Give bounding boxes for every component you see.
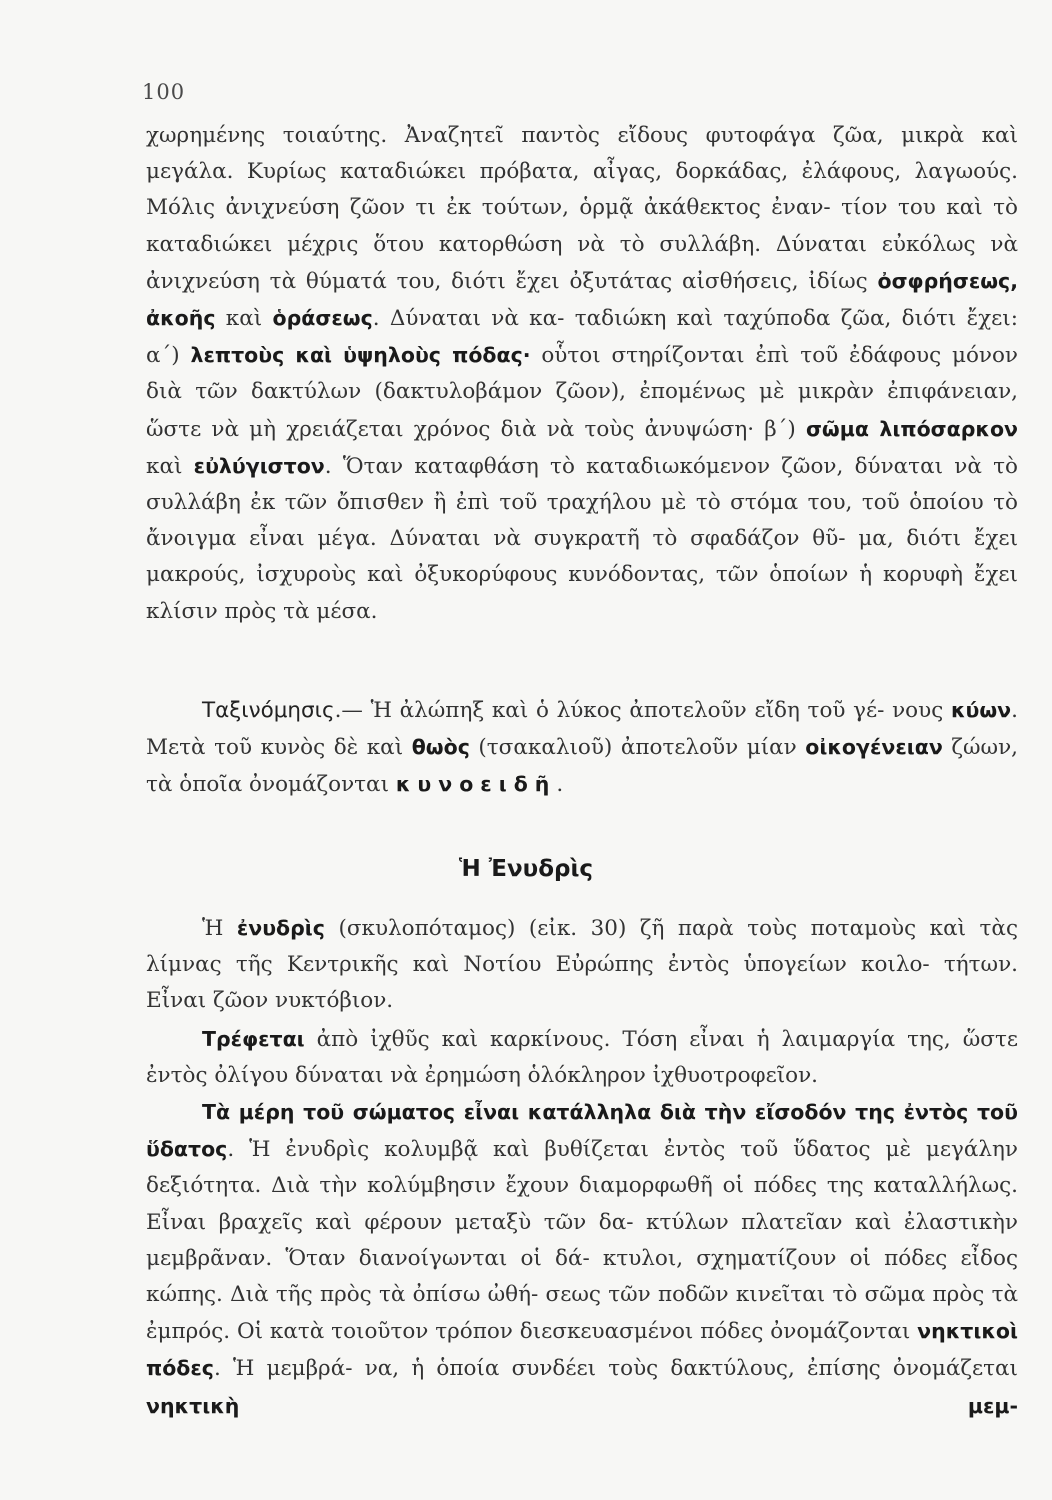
paragraph-otter-body [146,1094,1018,1425]
text-run: μα, διότι ἔχει μακρούς, ἰσχυροὺς καὶ ὀξυκορύφους κυνόδοντας, τῶν [146,526,1018,588]
text-run: χρειάζεται χρόνος διὰ νὰ τοὺς ἀνυψώση· β΄) [286,416,806,442]
paragraph-otter-habitat [146,910,1018,1020]
text-run: (τσακαλιοῦ) ἀποτελοῦν μίαν [469,735,806,761]
text-run: (δακτυλοβάμον ζῶον), ἐπομένως μὲ μικρὰν ἐπιφάνειαν, ὥστε νὰ μὴ [146,379,1018,442]
text-run: . Ὅταν καταφθάση τὸ καταδιωκόμενον ζῶον, δύναται νὰ [324,453,994,479]
paragraph-text [146,692,1018,804]
text-run: καὶ [215,306,273,332]
bold-term: ὀσφρήσεως, ἀκοῆς [146,268,1018,331]
paragraph-classification [146,692,1018,804]
paragraph-text [146,1021,1018,1094]
bold-term: σῶμα λιπόσαρκον [805,416,1018,441]
text-run: χωρημένης τοιαύτης. Ἀναζητεῖ παντὸς εἴδους φυτοφάγα ζῶα, μικρὰ [146,123,982,148]
text-run: . Μετὰ τοῦ κυνὸς δὲ καὶ [146,698,1018,761]
page-number: 100 [142,80,186,104]
text-run: ἀπὸ ἰχθῦς καὶ καρκίνους. Τόση εἶναι ἡ λαιμαργία της, [304,1027,963,1052]
text-run: τρόπον διεσκευασμένοι πόδες ὀνομάζονται [435,1319,918,1345]
spaced-term: κυνοειδῆ [395,772,557,797]
bold-term: οἰκογένειαν [805,735,943,760]
text-run: να, ἡ ὁποία συνδέει τοὺς δακτύλους, ἐπίσης ὀνομάζεται [364,1356,1018,1382]
text-run: ὁποίων ἡ κορυφὴ ἔχει κλίσιν πρὸς τὰ μέσα. [146,562,1018,624]
text-run: κτύλων πλατεῖαν καὶ ἐλαστικὴν μεμβρᾶναν. Ὅταν διανοίγωνται οἱ δά- [146,1209,1019,1271]
bold-term: νηκτικὴ μεμ- [146,1393,1018,1418]
bold-term: ὁράσεως [272,306,373,331]
text-run: ὕδατος μὲ μεγάλην δεξιότητα. Διὰ τὴν κολύμβησιν ἔχουν διαμορφωθῆ [146,1137,1018,1199]
section-heading: Ἡ Ἐνυδρὶς [458,856,594,882]
text-run: . Ἡ μεμβρά- [213,1356,365,1382]
bold-term: κύων [950,698,1012,722]
text-run: .— Ἡ ἀλώπηξ καὶ ὁ λύκος ἀποτελοῦν εἴδη τοῦ γέ- [334,698,893,723]
paragraph-wolf-hunting [146,118,1018,630]
paragraph-text [146,1094,1018,1425]
bold-term: νηκτικοὶ πόδες [146,1319,1018,1381]
text-run: κτυλοι, σχηματίζουν οἱ πόδες εἶδος κώπης. Διὰ τῆς πρὸς τὰ ὀπίσω ὠθή- [146,1245,1018,1308]
text-run: Ἡ [202,916,237,941]
text-run: . Ἡ ἐνυδρὶς κολυμβᾷ καὶ βυθίζεται ἐντὸς τοῦ [227,1137,794,1163]
text-run: ζώων, τὰ ὁποῖα ὀνομάζονται [146,735,1018,798]
text-run: σεως τῶν ποδῶν κινεῖται τὸ σῶμα πρὸς τὰ ἐμπρός. Οἱ κατὰ τοιοῦτον [146,1282,1018,1345]
bold-term: πόδας· [440,343,531,368]
bold-term: της ἐντὸς τοῦ ὕδατος [146,1100,1018,1162]
text-run: (σκυλοπόταμος) (εἰκ. 30) ζῆ παρὰ τοὺς ποταμοὺς καὶ [324,916,980,941]
paragraph-text [146,910,1018,1020]
text-run: οἱ πόδες της καταλλήλως. Εἶναι βραχεῖς καὶ φέρουν μεταξὺ τῶν δα- [146,1173,1018,1235]
text-run: οὗτοι στηρίζονται ἐπὶ τοῦ ἐδάφους μόνον διὰ τῶν δακτύλων [146,343,1018,405]
text-run: ὁποίου τὸ ἄνοιγμα εἶναι μέγα. Δύναται νὰ συγκρατῆ τὸ σφαδάζον θῦ- [146,490,1018,552]
text-run: λαγωούς. Μόλις ἀνιχνεύση ζῶον τι ἐκ τούτων, ὁρμᾷ ἀκάθεκτος ἐναν- [146,159,1018,221]
text-run: τήτων. Εἶναι ζῶον νυκτόβιον. [146,952,1018,1014]
text-run: νους [892,698,951,723]
text-run: ταδιώκη καὶ ταχύποδα ζῶα, διότι ἔχει: α΄) [146,306,1018,369]
text-run: καὶ [146,453,194,479]
text-run: τίον του καὶ τὸ καταδιώκει μέχρις ὅτου κατορθώση νὰ τὸ συλλάβη. [146,195,1018,257]
text-run: καὶ μεγάλα. Κυρίως καταδιώκει πρόβατα, αἶγας, δορκάδας, ἐλάφους, [146,123,1018,185]
paragraph-text [146,118,1018,630]
bold-term: εὐλύγιστον [193,453,325,478]
bold-term: Τὰ μέρη τοῦ σώματος εἶναι κατάλληλα διὰ τὴν εἴσοδόν [202,1100,856,1124]
paragraph-otter-diet [146,1021,1018,1094]
text-run: Δύναται εὐκόλως νὰ ἀνιχνεύση τὰ θύματά του, διότι ἔχει ὀξυτάτας [146,231,1018,294]
text-run: αἰσθήσεις, ἰδίως [681,268,878,294]
bold-term: λεπτοὺς καὶ ὑψηλοὺς [190,343,441,368]
text-run: . Δύναται νὰ κα- [372,306,575,332]
text-run: τὸ συλλάβη ἐκ τῶν ὄπισθεν ἢ ἐπὶ τοῦ τραχήλου μὲ τὸ στόμα του, τοῦ [146,453,1018,516]
bold-term: Τρέφεται [202,1027,305,1051]
text-run: . [556,772,564,798]
text-run: ὥστε ἐντὸς ὀλίγου δύναται νὰ ἐρημώση ὁλόκληρον ἰχθυοτροφεῖον. [146,1027,1018,1089]
bold-term: ἐνυδρὶς [236,916,325,940]
text-run: τὰς λίμνας τῆς Κεντρικῆς καὶ Νοτίου Εὐρώπης ἐντὸς ὑπογείων κοιλο- [146,916,1018,978]
bold-term: θωὸς [411,735,470,760]
run-in-heading: Ταξινόμησις [202,698,335,723]
